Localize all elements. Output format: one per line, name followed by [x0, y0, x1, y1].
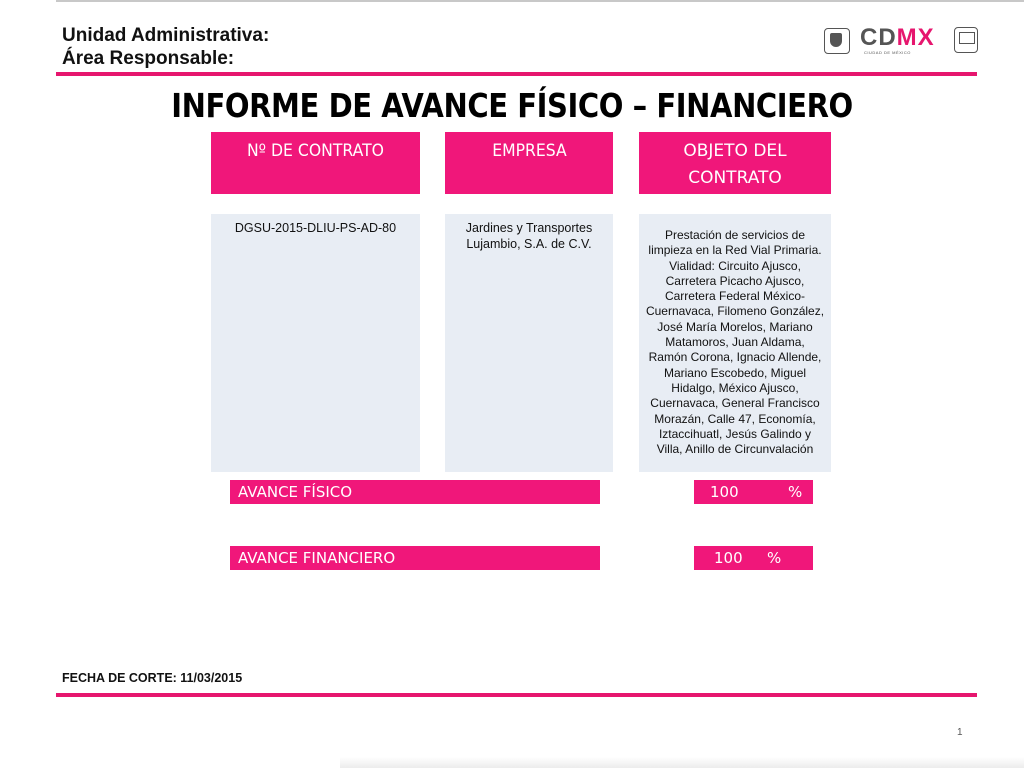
contrato-cell [211, 214, 420, 472]
page-title: INFORME DE AVANCE FÍSICO – FINANCIERO [171, 86, 853, 125]
avance-fisico-unit: % [788, 483, 803, 501]
objeto-header [639, 132, 831, 194]
avance-fisico-value: 100 [710, 483, 739, 501]
objeto-header-line2: CONTRATO [688, 168, 782, 188]
empresa-value-line1: Jardines y Transportes [465, 221, 593, 235]
footer-accent-line [56, 693, 977, 697]
objeto-cell [639, 214, 831, 472]
objeto-header-line1: OBJETO DEL [683, 141, 787, 161]
objeto-text-line: José María Morelos, Mariano [657, 319, 813, 334]
objeto-text-line: Morazán, Calle 47, Economía, [654, 411, 816, 426]
contrato-header-label: Nº DE CONTRATO [246, 141, 384, 161]
objeto-text-line: Vialidad: Circuito Ajusco, [669, 258, 801, 273]
objeto-text-line: limpieza en la Red Vial Primaria. [648, 243, 822, 258]
page-number: 1 [957, 727, 963, 738]
empresa-value-line2: Lujambio, S.A. de C.V. [466, 237, 592, 251]
objeto-text-line: Hidalgo, México Ajusco, [671, 380, 799, 395]
objeto-text-line: Cuernavaca, General Francisco [650, 396, 820, 411]
avance-financiero-label: AVANCE FINANCIERO [230, 546, 600, 570]
avance-financiero-unit: % [767, 549, 782, 567]
objeto-text-line: Cuernavaca, Filomeno González, [645, 304, 825, 319]
area-responsable-label: Área Responsable: [62, 48, 235, 69]
header-labels [62, 24, 269, 70]
agency-emblem-icon [954, 27, 978, 53]
bottom-shadow [340, 757, 1024, 768]
objeto-text-line: Ramón Corona, Ignacio Allende, [648, 350, 822, 365]
cdmx-logo: CDMX [860, 24, 935, 51]
objeto-text-line: Mariano Escobedo, Miguel [663, 365, 807, 380]
avance-fisico-label: AVANCE FÍSICO [230, 480, 600, 504]
top-divider [56, 0, 1024, 2]
fecha-de-corte: FECHA DE CORTE: 11/03/2015 [62, 671, 243, 685]
objeto-text-line: Matamoros, Juan Aldama, [665, 335, 805, 350]
avance-financiero-value: 100 [714, 549, 743, 567]
objeto-text-line: Prestación de servicios de [664, 228, 806, 242]
unidad-administrativa-label: Unidad Administrativa: [62, 25, 270, 46]
cdmx-logo-subtitle: CIUDAD DE MÉXICO [864, 50, 911, 55]
avance-fisico-value-box [694, 480, 813, 504]
contrato-header [211, 132, 420, 194]
contrato-value: DGSU-2015-DLIU-PS-AD-80 [234, 221, 397, 235]
avance-financiero-value-box [694, 546, 813, 570]
objeto-text-line: Villa, Anillo de Circunvalación [656, 442, 814, 457]
empresa-header-label: EMPRESA [491, 141, 567, 161]
objeto-text-line: Iztaccihuatl, Jesús Galindo y [658, 426, 812, 441]
coat-of-arms-icon [824, 28, 850, 54]
empresa-header [445, 132, 613, 194]
objeto-text-line: Carretera Federal México- [664, 289, 806, 304]
logo-group [822, 24, 982, 56]
header-accent-line [56, 72, 977, 76]
empresa-cell [445, 214, 613, 472]
objeto-text-line: Carretera Picacho Ajusco, [665, 273, 805, 288]
